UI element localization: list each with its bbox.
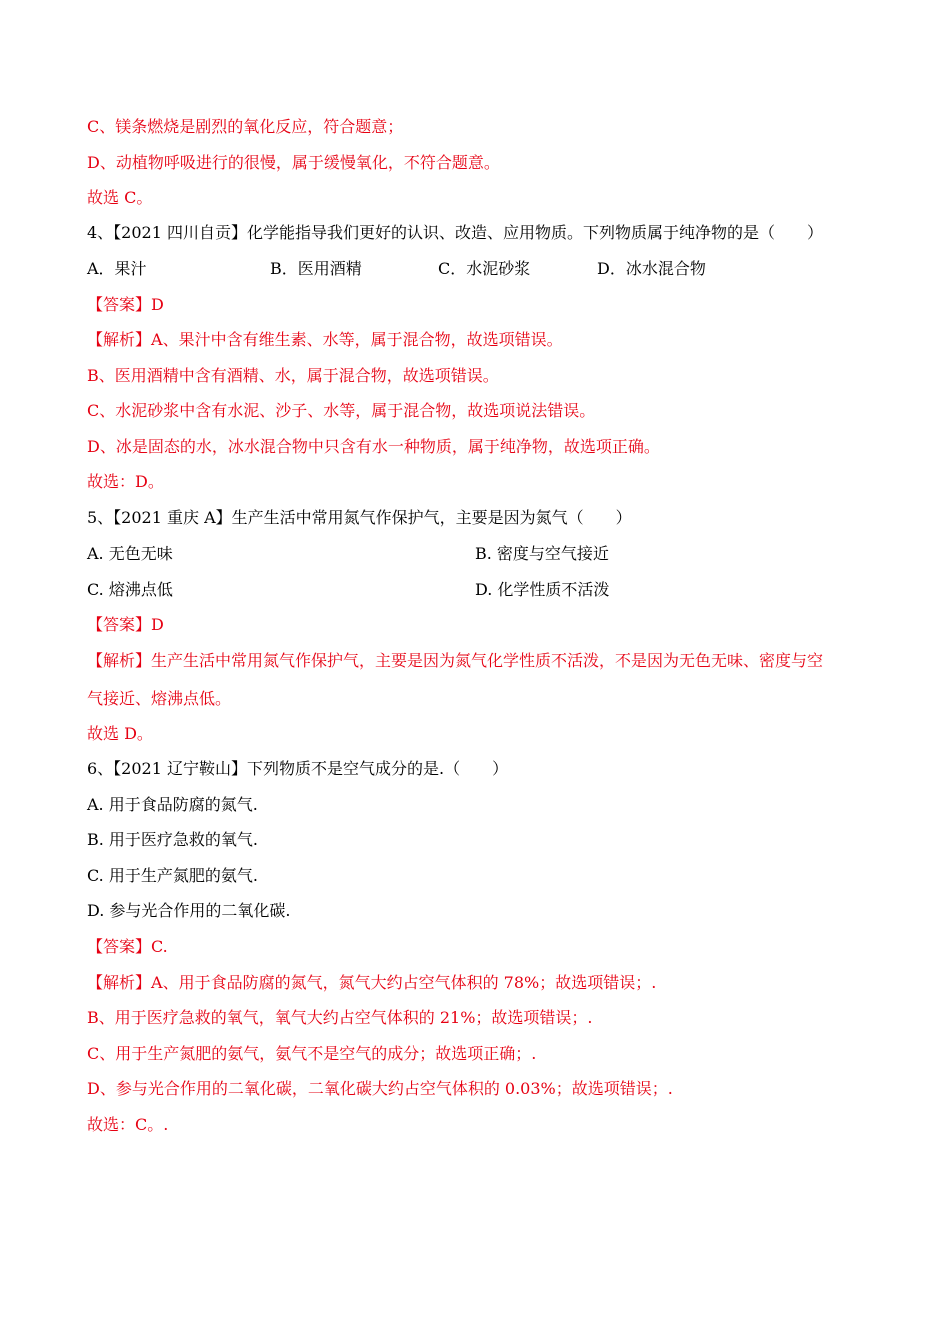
q5-answer: 【答案】D xyxy=(87,615,164,634)
q4-analysis-d: D、冰是固态的水，冰水混合物中只含有水一种物质，属于纯净物，故选项正确。 xyxy=(87,437,660,456)
q6-conclusion: 故选：C。. xyxy=(87,1115,169,1134)
analysis-label: 【解析】 xyxy=(87,973,152,992)
q5-analysis-line2: 气接近、熔沸点低。 xyxy=(87,689,232,708)
q4-option-d: D．冰水混合物 xyxy=(597,259,706,278)
analysis-text: A、用于食品防腐的氮气，氮气大约占空气体积的 78%；故选项错误；. xyxy=(151,973,657,992)
q5-conclusion: 故选 D。 xyxy=(87,724,153,743)
q4-analysis-a xyxy=(87,330,563,350)
q4-conclusion: 故选：D。 xyxy=(87,472,164,491)
q4-analysis-c: C、水泥砂浆中含有水泥、沙子、水等，属于混合物，故选项说法错误。 xyxy=(87,401,596,420)
q4-option-a: A．果汁 xyxy=(87,259,147,278)
analysis-text: A、果汁中含有维生素、水等，属于混合物，故选项错误。 xyxy=(151,330,563,349)
q6-stem: 6、【2021 辽宁鞍山】下列物质不是空气成分的是.（ ） xyxy=(87,759,509,778)
q5-option-b: B. 密度与空气接近 xyxy=(475,544,609,563)
q4-answer: 【答案】D xyxy=(87,295,164,314)
q6-analysis-c: C、用于生产氮肥的氨气，氨气不是空气的成分；故选项正确；. xyxy=(87,1044,537,1063)
q5-analysis-line1 xyxy=(87,651,823,671)
q3-conclusion: 故选 C。 xyxy=(87,188,153,207)
analysis-text: 生产生活中常用氮气作保护气，主要是因为氮气化学性质不活泼，不是因为无色无味、密度与空 xyxy=(151,651,824,670)
q4-analysis-b: B、医用酒精中含有酒精、水，属于混合物，故选项错误。 xyxy=(87,366,499,385)
q5-option-a: A. 无色无味 xyxy=(87,544,173,563)
analysis-label: 【解析】 xyxy=(87,330,152,349)
q5-stem: 5、【2021 重庆 A】生产生活中常用氮气作保护气，主要是因为氮气（ ） xyxy=(87,508,632,527)
q6-analysis-d: D、参与光合作用的二氧化碳，二氧化碳大约占空气体积的 0.03%；故选项错误；. xyxy=(87,1079,673,1098)
q4-stem: 4、【2021 四川自贡】化学能指导我们更好的认识、改造、应用物质。下列物质属于纯净物的是（ ） xyxy=(87,223,823,242)
q5-option-c: C. 熔沸点低 xyxy=(87,580,173,599)
q5-option-d: D. 化学性质不活泼 xyxy=(475,580,610,599)
q6-analysis-b: B、用于医疗急救的氧气，氧气大约占空气体积的 21%；故选项错误；. xyxy=(87,1008,593,1027)
q4-option-b: B．医用酒精 xyxy=(270,259,362,278)
q3-option-d-analysis: D、动植物呼吸进行的很慢，属于缓慢氧化，不符合题意。 xyxy=(87,153,500,172)
q6-option-d: D. 参与光合作用的二氧化碳. xyxy=(87,901,291,920)
q6-option-a: A. 用于食品防腐的氮气. xyxy=(87,795,258,814)
q6-answer: 【答案】C. xyxy=(87,937,168,956)
q3-option-c-analysis: C、镁条燃烧是剧烈的氧化反应，符合题意； xyxy=(87,117,404,136)
q6-analysis-a xyxy=(87,973,656,993)
q4-option-c: C．水泥砂浆 xyxy=(438,259,531,278)
q6-option-c: C. 用于生产氮肥的氨气. xyxy=(87,866,258,885)
q6-option-b: B. 用于医疗急救的氧气. xyxy=(87,830,259,849)
analysis-label: 【解析】 xyxy=(87,651,152,670)
